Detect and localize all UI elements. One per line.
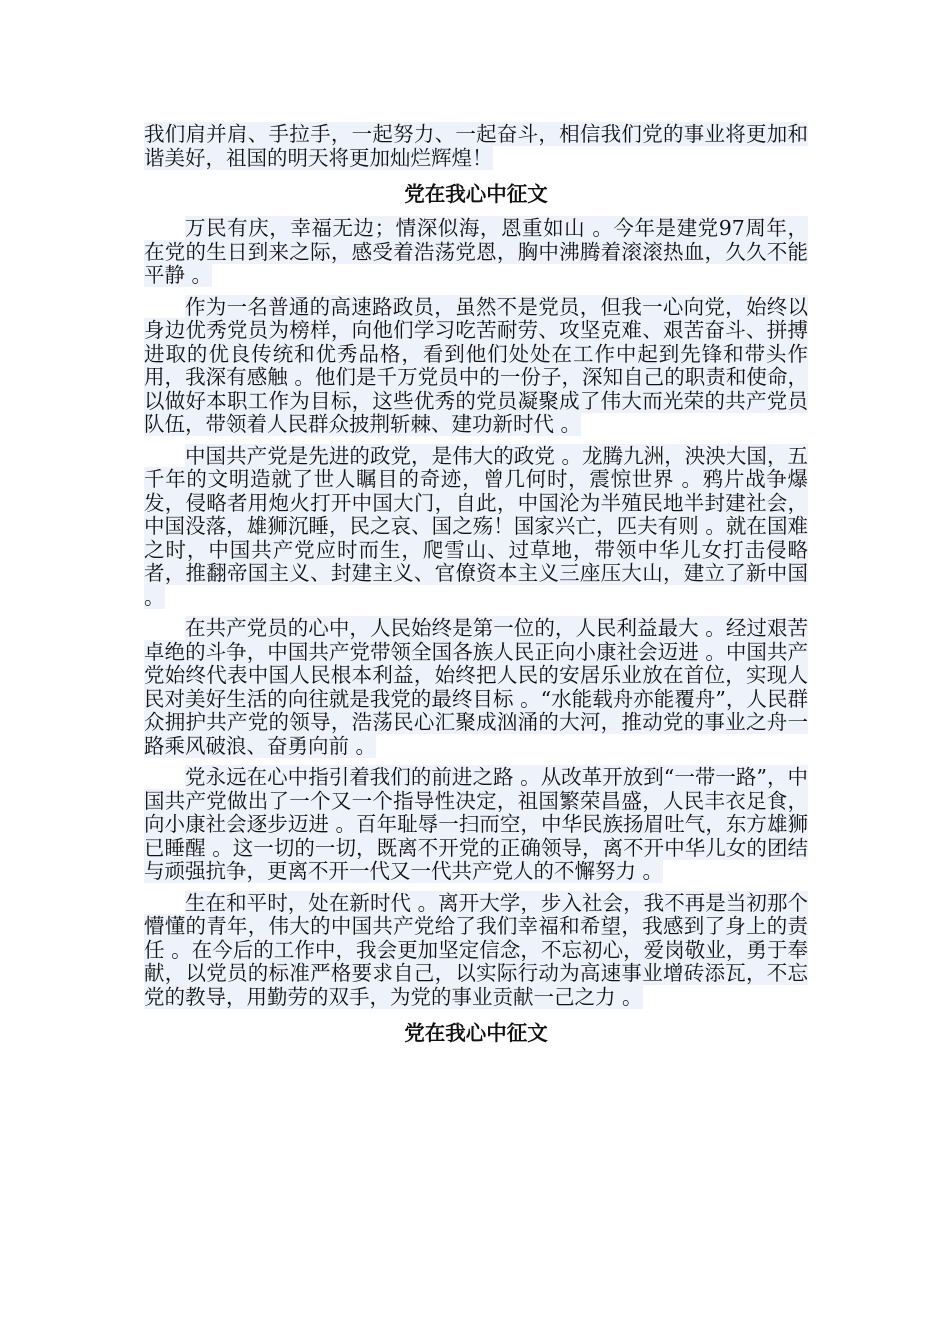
document-page — [144, 123, 808, 1056]
paragraph-2-text: 作为一名普通的高速路政员，虽然不是党员，但我一心向党，始终以身边优秀党员为榜样，向他们学习吃苦耐劳、攻坚克难、艰苦奋斗、拼搏进取的优良传统和优秀品格，看到他们处处在工作中起到先锋和带头作用，我深有感触 。他们是千万党员中的一份子，深知自己的职责和使命，以做好本职工作为目标，这些优秀的党员凝聚成了伟大而光荣的共产党员队伍，带领着人民群众披荆斩棘、建功新时代 。 — [144, 294, 808, 436]
paragraph-5-text: 党永远在心中指引着我们的前进之路 。从改革开放到“一带一路”，中国共产党做出了一个又一个指导性决定，祖国繁荣昌盛，人民丰衣足食，向小康社会逐步迈进 。百年耻辱一扫而空，中华民族扬眉吐气，东方雄狮已睡醒 。这一切的一切，既离不开党的正确领导，离不开中华儿女的团结与顽强抗争，更离不开一代又一代共产党人的不懈努力 。 — [144, 765, 808, 883]
essay-title-next: 党在我心中征文 — [404, 1021, 548, 1045]
essay-title: 党在我心中征文 — [404, 182, 548, 206]
paragraph-6-text: 生在和平时，处在新时代 。离开大学，步入社会，我不再是当初那个懵懂的青年，伟大的中国共产党给了我们幸福和希望，我感到了身上的责任 。在今后的工作中，我会更加坚定信念，不忘初心，爱岗敬业，勇于奉献，以党员的标准严格要求自己，以实际行动为高速事业增砖添瓦，不忘党的教导，用勤劳的双手，为党的事业贡献一己之力 。 — [144, 890, 808, 1009]
intro-paragraph — [144, 123, 808, 170]
paragraph-1-text: 万民有庆，幸福无边；情深似海，恩重如山 。今年是建党97周年，在党的生日到来之际，感受着浩荡党恩，胸中沸腾着滚滚热血，久久不能平静 。 — [144, 216, 808, 287]
paragraph-3 — [144, 445, 808, 610]
paragraph-3-text: 中国共产党是先进的政党，是伟大的政党 。龙腾九洲，泱泱大国，五千年的文明造就了世人瞩目的奇迹，曾几何时，震惊世界 。鸦片战争爆发，侵略者用炮火打开中国大门，自此，中国沦为半殖民地半封建社会，中国没落，雄狮沉睡，民之哀、国之殇！国家兴亡，匹夫有则 。就在国难之时，中国共产党应时而生，爬雪山、过草地，带领中华儿女打击侵略者，推翻帝国主义、封建主义、官僚资本主义三座压大山，建立了新中国 。 — [144, 443, 808, 609]
paragraph-1 — [144, 217, 808, 288]
paragraph-4 — [144, 617, 808, 758]
paragraph-2 — [144, 296, 808, 437]
paragraph-6 — [144, 892, 808, 1010]
paragraph-5 — [144, 766, 808, 884]
paragraph-4-text: 在共产党员的心中，人民始终是第一位的，人民利益最大 。经过艰苦卓绝的斗争，中国共产党带领全国各族人民正向小康社会迈进 。中国共产党始终代表中国人民根本利益，始终把人民的安居乐业放在首位，实现人民对美好生活的向往就是我党的最终目标 。“水能载舟亦能覆舟”，人民群众拥护共产党的领导，浩荡民心汇聚成汹涌的大河，推动党的事业之舟一路乘风破浪、奋勇向前 。 — [144, 616, 808, 758]
intro-paragraph-text: 我们肩并肩、手拉手，一起努力、一起奋斗，相信我们党的事业将更加和谐美好，祖国的明天将更加灿烂辉煌！ — [144, 122, 808, 170]
